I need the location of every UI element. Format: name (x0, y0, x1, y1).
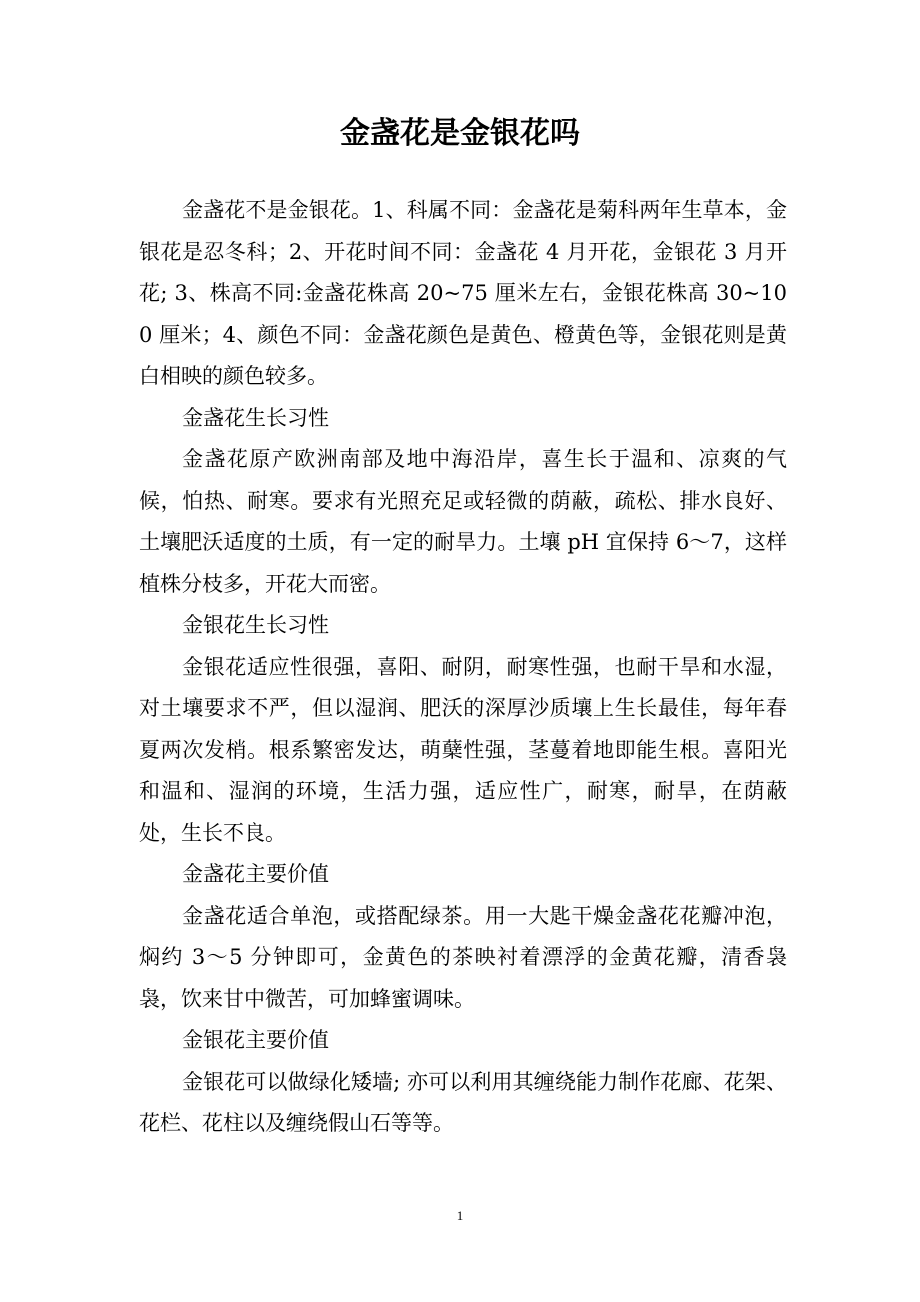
section-heading-honeysuckle-value: 金银花主要价值 (182, 1028, 329, 1052)
section-heading-marigold-value: 金盏花主要价值 (182, 862, 329, 886)
page-number: 1 (456, 1208, 464, 1223)
section-heading-marigold-habits: 金盏花生长习性 (182, 405, 329, 430)
honeysuckle-habits-paragraph: 金银花适应性很强，喜阳、耐阴，耐寒性强，也耐干旱和水湿，对土壤要求不严，但以湿润、肥沃的深厚沙质壤上生长最佳，每年春夏两次发梢。根系繁密发达，萌蘖性强，茎蔓着地即能生根。喜阳光和温和、湿润的环境，生活力强，适应性广，耐寒，耐旱，在荫蔽处，生长不良。 (139, 654, 787, 845)
document-title: 金盏花是金银花吗 (340, 116, 580, 151)
document-body (139, 190, 787, 1145)
marigold-value-paragraph: 金盏花适合单泡，或搭配绿茶。用一大匙干燥金盏花花瓣冲泡，焖约 3～5 分钟即可，金黄色的茶映衬着漂浮的金黄花瓣，清香袅袅，饮来甘中微苦，可加蜂蜜调味。 (139, 903, 787, 1011)
section-heading-honeysuckle-habits: 金银花生长习性 (182, 613, 329, 637)
intro-paragraph: 金盏花不是金银花。1、科属不同：金盏花是菊科两年生草本，金银花是忍冬科；2、开花时间不同：金盏花 4 月开花，金银花 3 月开花; 3、株高不同:金盏花株高 20~75 厘米左右，金银花株高 30~100 厘米；4、颜色不同：金盏花颜色是黄色、橙黄色等，金银花则是黄白相映的颜色较多。 (139, 198, 787, 388)
marigold-habits-paragraph: 金盏花原产欧洲南部及地中海沿岸，喜生长于温和、凉爽的气候，怕热、耐寒。要求有光照充足或轻微的荫蔽，疏松、排水良好、土壤肥沃适度的土质，有一定的耐旱力。土壤 pH 宜保持 6～7，这样植株分枝多，开花大而密。 (139, 447, 787, 596)
honeysuckle-value-paragraph: 金银花可以做绿化矮墙; 亦可以利用其缠绕能力制作花廊、花架、花栏、花柱以及缠绕假山石等等。 (139, 1069, 787, 1135)
